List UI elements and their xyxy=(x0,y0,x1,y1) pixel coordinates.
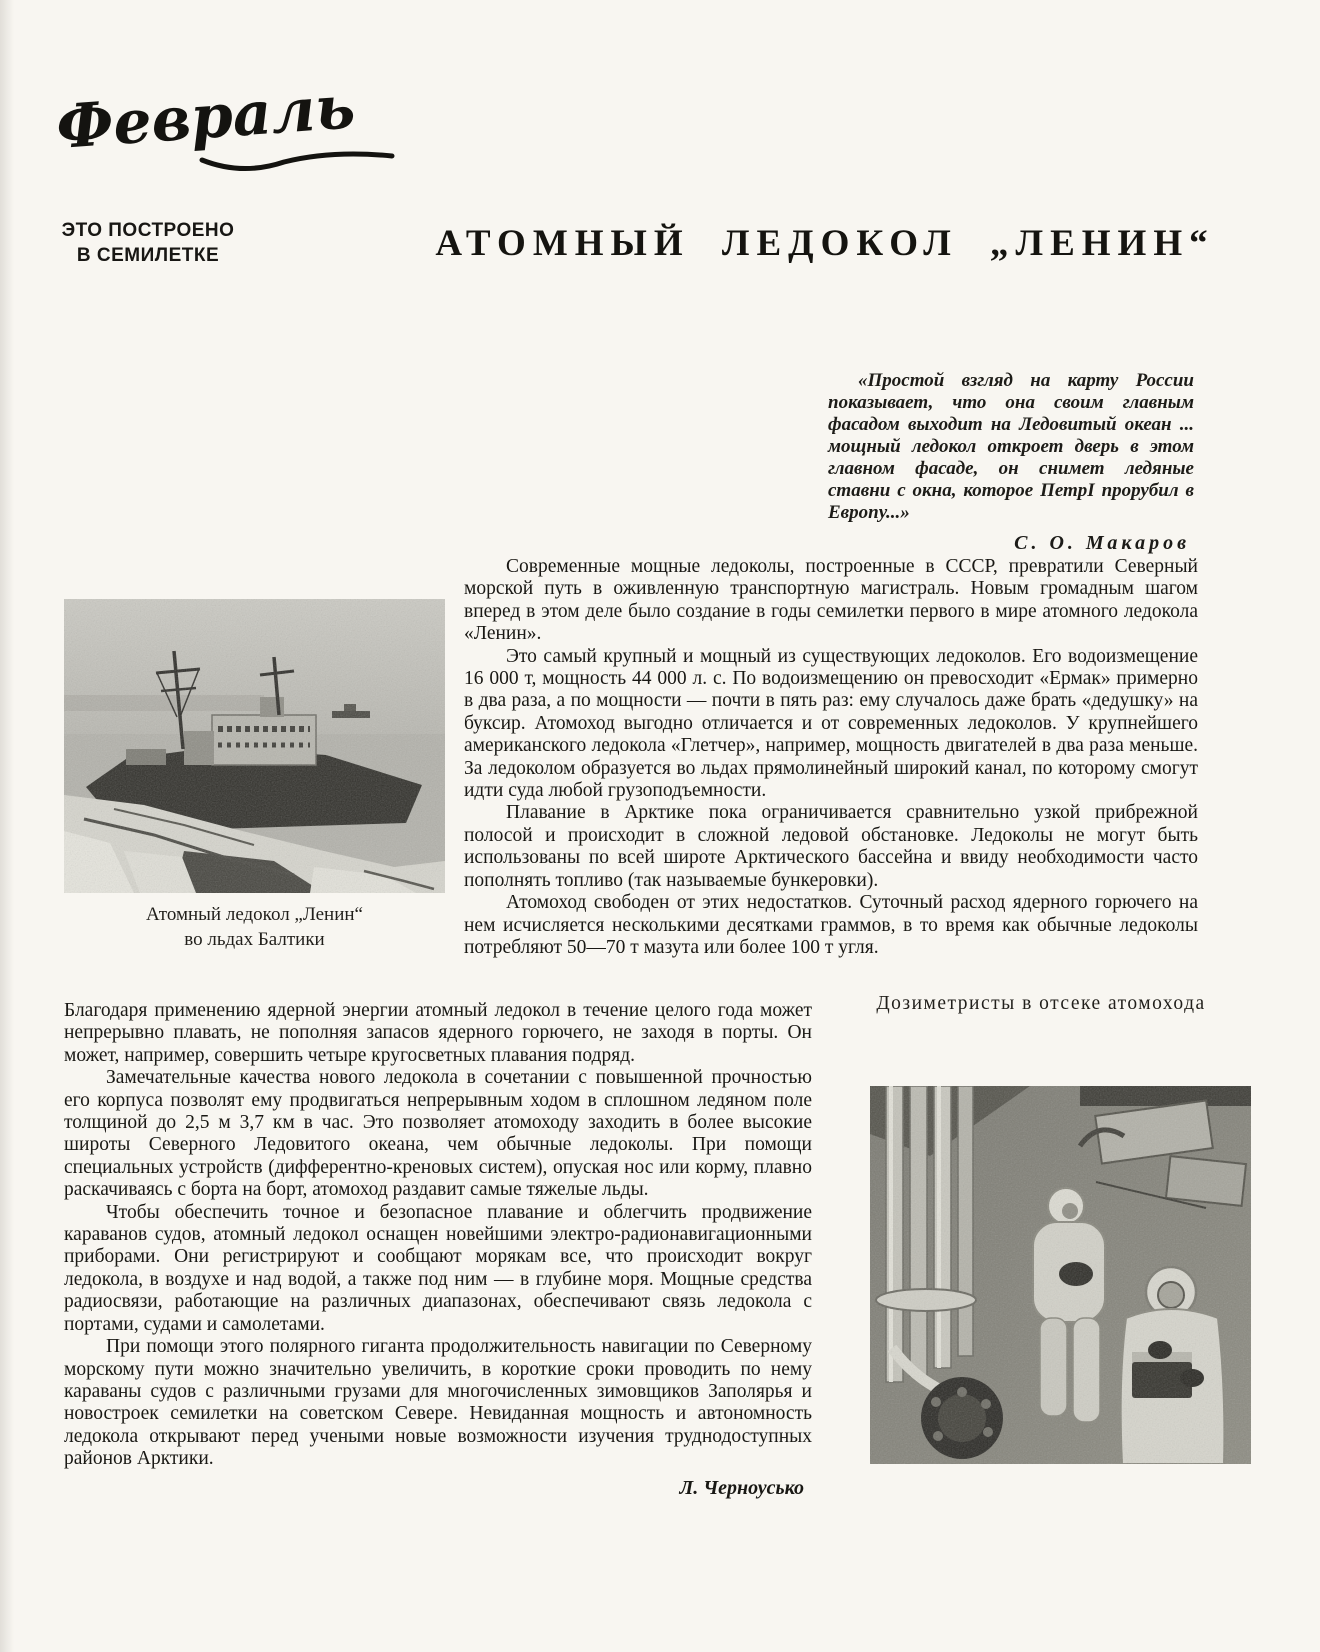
article-paragraph: При помощи этого полярного гиганта продолжительность навигации по Северному морскому пути можно значительно увеличить, в короткие сроки проводить по нему караваны судов с различными грузами для многочисленных зимовщиков Заполярья и новостроек семилетки на советском Севере. Невиданная мощность и автономность ледокола открывают перед учеными новые возможности изучения труднодоступных районов Арктики. xyxy=(64,1336,812,1470)
icebreaker-photo-art xyxy=(64,599,445,893)
article-paragraph: Чтобы обеспечить точное и безопасное плавание и облегчить продвижение караванов судов, атомный ледокол оснащен новейшими электро-радионавигационными приборами. Они регистрируют и сообщают морякам все, что происходит вокруг ледокола, в воздухе и над водой, а также под ним — в глубине моря. Мощные средства радиосвязи, работающие на различных диапазонах, обеспечивают связь ледокола с портами, судами и самолетами. xyxy=(64,1201,812,1335)
epigraph-text: «Простой взгляд на карту России показывает, что она своим главным фасадом выходит на Ледовитый океан ... мощный ледокол откроет дверь в этом главном фасаде, он снимет ледяные ставни с окна, которое ПетрI прорубил в Европу...» xyxy=(828,370,1194,523)
page-gutter-shade xyxy=(0,0,14,1652)
month-handwriting xyxy=(52,64,412,184)
article-title: АТОМНЫЙ ЛЕДОКОЛ „ЛЕНИН“ xyxy=(435,223,1215,264)
month-handwriting-art xyxy=(52,64,412,184)
article-paragraph: Замечательные качества нового ледокола в сочетании с повышенной прочностью его корпуса позволят ему продвигаться непрерывным ходом в сплошном ледяном поле толщиной до 2,5 м 3,7 км в час. Это позволяет атомоходу заходить в более высокие широты Северного Ледовитого океана, чем обычные ледоколы. При помощи специальных устройств (дифферентно-креновых систем), опуская нос или корму, плавно раскачиваясь с борта на борт, атомоход раздавит самые тяжелые льды. xyxy=(64,1067,812,1201)
epigraph-attribution: С. О. Макаров xyxy=(1014,532,1190,554)
month-script-text: Февраль xyxy=(54,72,358,163)
dosimetrists-photo-art xyxy=(870,1086,1251,1464)
caption-line-2: во льдах Балтики xyxy=(184,929,325,950)
article-paragraph: Плавание в Арктике пока ограничивается сравнительно узкой прибрежной полосой и происходит в сложной ледовой обстановке. Ледоколы не могут быть использованы по всей широте Арктического бассейна и ввиду необходимости часто пополнять топливо (так называемые бункеровки). xyxy=(464,802,1198,891)
icebreaker-photo xyxy=(64,599,445,893)
rubric-line-1: ЭТО ПОСТРОЕНО xyxy=(61,220,235,241)
signature-flourish xyxy=(202,154,392,169)
icebreaker-photo-caption xyxy=(64,902,445,952)
caption-line-1: Атомный ледокол „Ленин“ xyxy=(146,904,363,925)
rubric-label xyxy=(58,218,238,268)
article-paragraph: Это самый крупный и мощный из существующих ледоколов. Его водоизмещение 16 000 т, мощность 44 000 л. с. По водоизмещению он превосходит «Ермак» примерно в два раза, а по мощности — почти в пять раз: ему случалось даже брать «дедушку» на буксир. Атомоход выгодно отличается и от современных ледоколов. У крупнейшего американского ледокола «Глетчер», например, мощность двигателей в два раза меньше. За ледоколом образуется во льдах прямолинейный широкий канал, по которому смогут идти суда любой грузоподъемности. xyxy=(464,645,1198,802)
rubric-line-2: В СЕМИЛЕТКЕ xyxy=(76,245,220,266)
article-column-left xyxy=(64,1000,812,1500)
article-column-right xyxy=(464,556,1198,959)
article-paragraph: Благодаря применению ядерной энергии атомный ледокол в течение целого года может непрерывно плавать, не пополняя запасов ядерного горючего, не заходя в порты. Он может, например, совершить четыре кругосветных плавания подряд. xyxy=(64,1000,812,1066)
article-paragraph: Современные мощные ледоколы, построенные в СССР, превратили Северный морской путь в оживленную транспортную магистраль. Новым громадным шагом вперед в этом деле было создание в годы семилетки первого в мире атомного ледокола «Ленин». xyxy=(464,556,1198,645)
author-signature: Л. Черноусько xyxy=(679,1476,804,1499)
dosimetrists-photo-caption: Дозиметристы в отсеке атомохода xyxy=(876,993,1206,1014)
dosimetrists-photo xyxy=(870,1086,1251,1464)
article-paragraph: Атомоход свободен от этих недостатков. Суточный расход ядерного горючего на нем исчисляется несколькими десятками граммов, в то время как обычные ледоколы потребляют 50—70 т мазута или более 100 т угля. xyxy=(464,892,1198,958)
epigraph-quote xyxy=(828,370,1194,555)
